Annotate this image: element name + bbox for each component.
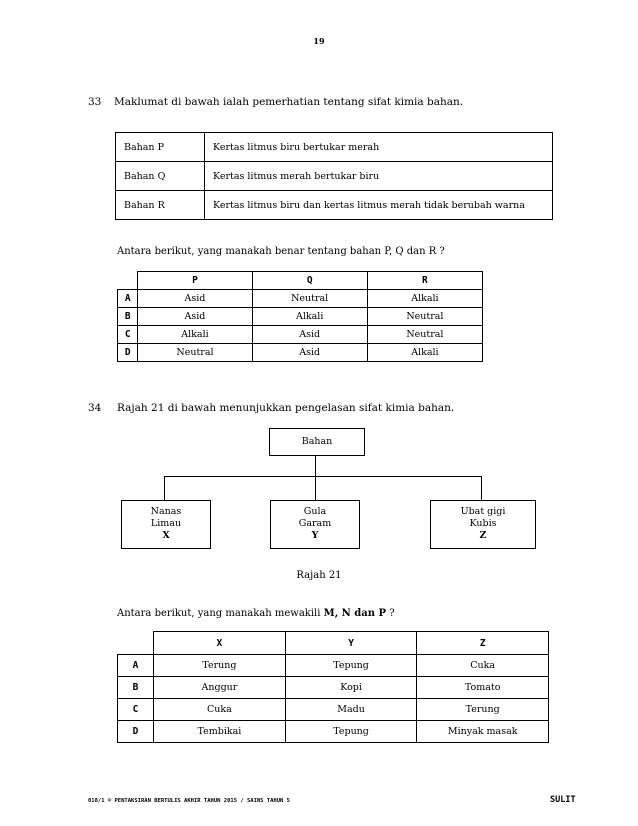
connector-line bbox=[481, 476, 482, 500]
q33-question: Antara berikut, yang manakah benar tentang bahan P, Q dan R ? bbox=[117, 246, 445, 257]
connector-line bbox=[164, 476, 165, 500]
table-cell: Asid bbox=[252, 344, 367, 362]
diagram-caption: Rajah 21 bbox=[296, 570, 342, 581]
q34-question-prefix: Antara berikut, yang manakah mewakili bbox=[117, 608, 324, 619]
table-cell: Asid bbox=[138, 290, 252, 308]
table-cell: Alkali bbox=[252, 308, 367, 326]
option-label: C bbox=[118, 326, 138, 344]
option-label: C bbox=[118, 699, 154, 721]
diagram-root-box bbox=[269, 428, 365, 456]
table-cell: Tepung bbox=[285, 655, 417, 677]
option-label: A bbox=[118, 290, 138, 308]
info-desc: Kertas litmus biru dan kertas litmus merah tidak berubah warna bbox=[205, 191, 553, 220]
q34-question-suffix: ? bbox=[386, 608, 395, 619]
header-cell: Z bbox=[417, 632, 549, 655]
header-cell: Y bbox=[285, 632, 417, 655]
table-cell: Asid bbox=[252, 326, 367, 344]
q34-answer-table bbox=[117, 631, 549, 743]
table-cell: Neutral bbox=[252, 290, 367, 308]
option-label: D bbox=[118, 344, 138, 362]
box-line: Gula bbox=[303, 506, 327, 517]
table-cell: Asid bbox=[138, 308, 252, 326]
table-cell: Alkali bbox=[367, 290, 482, 308]
table-cell: Neutral bbox=[367, 326, 482, 344]
table-cell: Minyak masak bbox=[417, 721, 549, 743]
option-label: A bbox=[118, 655, 154, 677]
info-label: Bahan R bbox=[116, 191, 205, 220]
box-letter: Z bbox=[479, 530, 487, 541]
table-cell: Cuka bbox=[417, 655, 549, 677]
info-label: Bahan P bbox=[116, 133, 205, 162]
table-header-row bbox=[118, 632, 549, 655]
table-cell: Madu bbox=[285, 699, 417, 721]
option-label: B bbox=[118, 677, 154, 699]
table-cell: Tembikai bbox=[154, 721, 286, 743]
table-cell: Tomato bbox=[417, 677, 549, 699]
question-33-text: Maklumat di bawah ialah pemerhatian tentang sifat kimia bahan. bbox=[114, 96, 464, 108]
box-line: Nanas bbox=[150, 506, 182, 517]
box-letter: Y bbox=[311, 530, 319, 541]
diagram-box-z bbox=[430, 500, 536, 549]
question-34-text: Rajah 21 di bawah menunjukkan pengelasan sifat kimia bahan. bbox=[117, 402, 455, 414]
option-label: B bbox=[118, 308, 138, 326]
question-34-number: 34 bbox=[88, 402, 102, 414]
page-number: 19 bbox=[313, 36, 325, 46]
q34-question bbox=[117, 608, 395, 619]
info-label: Bahan Q bbox=[116, 162, 205, 191]
header-blank bbox=[118, 632, 154, 655]
diagram-root-label: Bahan bbox=[301, 436, 333, 447]
header-cell: R bbox=[367, 272, 482, 290]
question-33-number: 33 bbox=[88, 96, 102, 108]
q34-question-bold: M, N dan P bbox=[323, 608, 387, 619]
table-cell: Alkali bbox=[138, 326, 252, 344]
table-cell: Cuka bbox=[154, 699, 286, 721]
box-line: Garam bbox=[298, 518, 332, 529]
box-line: Kubis bbox=[469, 518, 497, 529]
table-cell: Terung bbox=[417, 699, 549, 721]
option-label: D bbox=[118, 721, 154, 743]
table-cell: Neutral bbox=[138, 344, 252, 362]
header-cell: P bbox=[138, 272, 252, 290]
box-line: Limau bbox=[150, 518, 182, 529]
table-cell: Terung bbox=[154, 655, 286, 677]
connector-line bbox=[164, 476, 482, 477]
header-cell: Q bbox=[252, 272, 367, 290]
table-cell: Neutral bbox=[367, 308, 482, 326]
connector-line bbox=[315, 476, 316, 500]
table-row bbox=[118, 655, 549, 677]
info-desc: Kertas litmus merah bertukar biru bbox=[205, 162, 553, 191]
box-line: Ubat gigi bbox=[460, 506, 506, 517]
connector-line bbox=[315, 455, 316, 476]
sulit-label: SULIT bbox=[550, 795, 576, 805]
table-row bbox=[118, 721, 549, 743]
table-cell: Tepung bbox=[285, 721, 417, 743]
box-letter: X bbox=[162, 530, 170, 541]
header-cell: X bbox=[154, 632, 286, 655]
table-row bbox=[118, 699, 549, 721]
table-cell: Anggur bbox=[154, 677, 286, 699]
diagram-box-x bbox=[121, 500, 211, 549]
footer-text: 018/1 © PENTAKSIRAN BERTULIS AKHIR TAHUN 2015 / SAINS TAHUN 5 bbox=[88, 798, 290, 804]
info-desc: Kertas litmus biru bertukar merah bbox=[205, 133, 553, 162]
table-row bbox=[118, 677, 549, 699]
diagram-box-y bbox=[270, 500, 360, 549]
table-cell: Kopi bbox=[285, 677, 417, 699]
table-cell: Alkali bbox=[367, 344, 482, 362]
